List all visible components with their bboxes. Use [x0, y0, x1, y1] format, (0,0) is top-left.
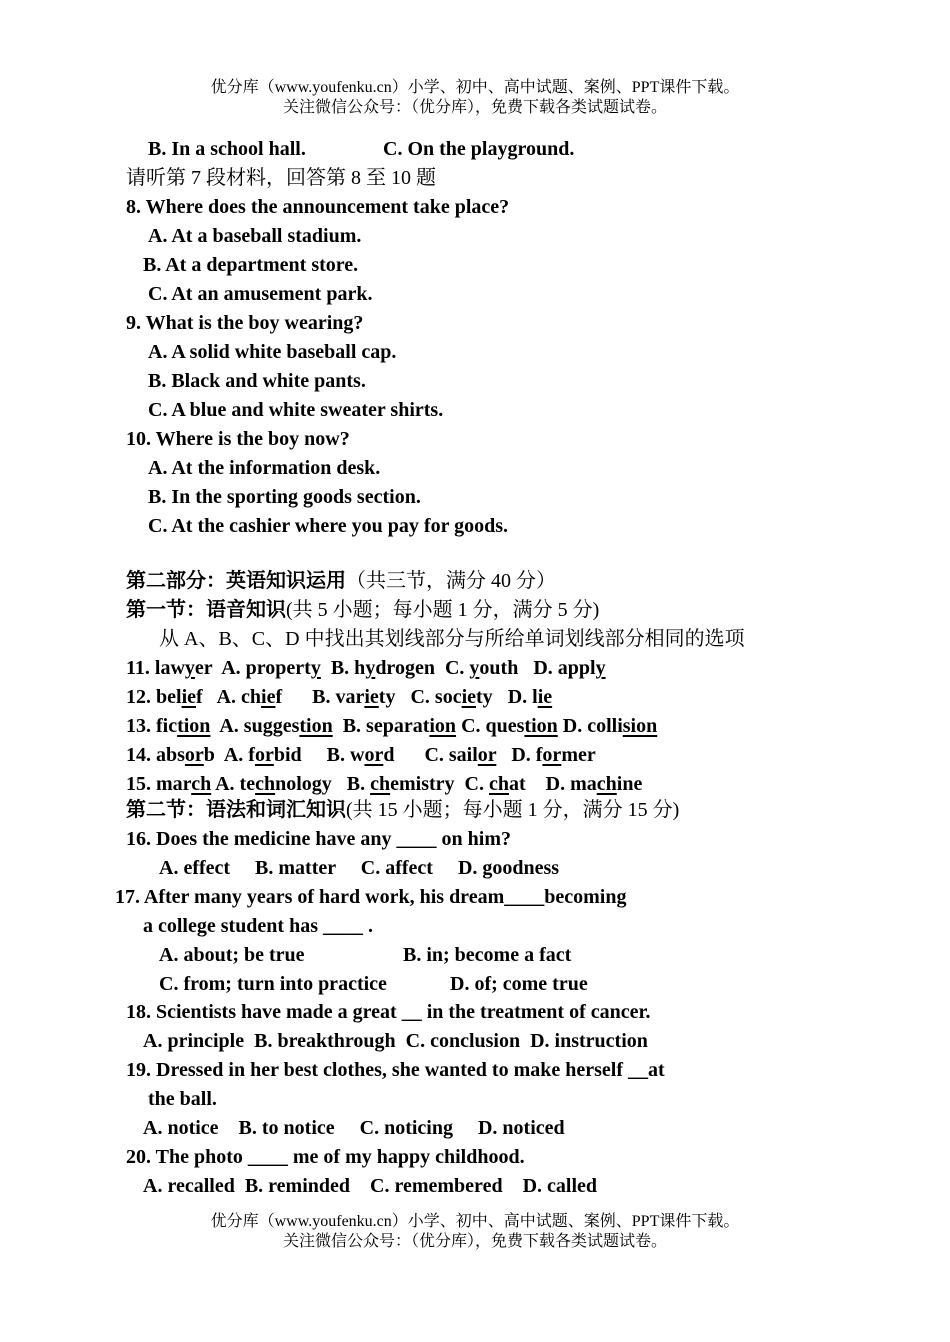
q12-option-c: C. soc: [410, 686, 462, 708]
q14-underline: or: [184, 744, 204, 766]
q11-option-c: outh: [479, 657, 519, 679]
q14-underline: or: [254, 744, 274, 766]
q12-option-b: B. var: [312, 686, 365, 708]
q11-line: [126, 655, 606, 681]
q10-option-c: C. At the cashier where you pay for goods.: [148, 515, 508, 537]
q14-underline: or: [477, 744, 497, 766]
q15-option-c: at: [508, 773, 526, 795]
q14-underline: or: [542, 744, 562, 766]
q11-option-a: A. propert: [221, 657, 311, 679]
q14-option-a: bid: [273, 744, 302, 766]
q13-underline: ion: [429, 715, 457, 737]
q18-options: A. principle B. breakthrough C. conclusion D. instruction: [143, 1030, 648, 1052]
q11-option-b: drogen: [375, 657, 435, 679]
q12-underline: ie: [461, 686, 477, 708]
q11-underline: y: [184, 657, 195, 679]
q20-options: A. recalled B. reminded C. remembered D. called: [143, 1175, 598, 1197]
q13-underline: tion: [177, 715, 211, 737]
q13-underline: tion: [524, 715, 558, 737]
q17-option-c: C. from; turn into practice: [159, 973, 387, 995]
q15-word: mar: [156, 773, 192, 795]
q14-underline: or: [364, 744, 384, 766]
q13-number: 13.: [126, 715, 156, 737]
q15-option-b: emistry: [390, 773, 455, 795]
q17-stem-line-1: 17. After many years of hard work, his dream____becoming: [115, 886, 627, 908]
q13-underline: sion: [622, 715, 658, 737]
q7-option-b: B. In a school hall.: [148, 138, 306, 160]
q12-option-c: ty: [476, 686, 493, 708]
q9-option-c: C. A blue and white sweater shirts.: [148, 399, 444, 421]
q9-stem: 9. What is the boy wearing?: [126, 312, 364, 334]
q15-line: [126, 771, 642, 797]
q14-option-d: mer: [561, 744, 596, 766]
q12-underline: ie: [537, 686, 553, 708]
q11-underline: y: [469, 657, 480, 679]
q14-option-a: A. f: [223, 744, 255, 766]
q11-option-c: C.: [444, 657, 470, 679]
q12-underline: ie: [261, 686, 276, 708]
section1-title-bold: 第一节：语音知识: [126, 599, 286, 621]
q8-option-a: A. At a baseball stadium.: [148, 225, 362, 247]
q11-word: er: [194, 657, 213, 679]
q18-stem: 18. Scientists have made a great __ in the treatment of cancer.: [126, 1001, 651, 1023]
q17-option-b: B. in; become a fact: [403, 944, 572, 966]
q14-word: b: [203, 744, 215, 766]
q11-underline: y: [595, 657, 606, 679]
footer-line-2: 关注微信公众号：（优分库），免费下载各类试题试卷。: [282, 1233, 667, 1250]
part2-title-rest: （共三节，满分 40 分）: [346, 570, 556, 592]
q16-stem: 16. Does the medicine have any ____ on him?: [126, 828, 511, 850]
q8-option-c: C. At an amusement park.: [148, 283, 373, 305]
q15-option-a: A. te: [215, 773, 256, 795]
q14-option-c: C. sail: [424, 744, 478, 766]
q12-number: 12.: [126, 686, 156, 708]
q11-number: 11.: [126, 657, 155, 679]
q13-line: [126, 713, 657, 739]
q17-option-a: A. about; be true: [159, 944, 305, 966]
q12-underline: ie: [364, 686, 379, 708]
header-line-1: 优分库（www.youfenku.cn）小学、初中、高中试题、案例、PPT课件下载。: [210, 79, 740, 96]
q11-underline: y: [365, 657, 376, 679]
q15-underline: ch: [370, 773, 391, 795]
q12-option-b: ty: [378, 686, 396, 708]
header-line-2: 关注微信公众号：（优分库），免费下载各类试题试卷。: [282, 99, 667, 116]
q12-option-a: A. ch: [216, 686, 262, 708]
part2-title-bold: 第二部分：英语知识运用: [126, 570, 346, 592]
q9-option-a: A. A solid white baseball cap.: [148, 341, 397, 363]
q10-stem: 10. Where is the boy now?: [126, 428, 350, 450]
q9-option-b: B. Black and white pants.: [148, 370, 366, 392]
q20-stem: 20. The photo ____ me of my happy childhood.: [126, 1146, 525, 1168]
q13-underline: tion: [299, 715, 333, 737]
q8-option-b: B. At a department store.: [143, 254, 359, 276]
q12-word: bel: [156, 686, 182, 708]
q19-stem-line-1: 19. Dressed in her best clothes, she wanted to make herself __at: [126, 1059, 665, 1081]
q15-option-d: D. ma: [545, 773, 597, 795]
q14-option-b: B. w: [326, 744, 365, 766]
part2-title: [126, 568, 556, 594]
q12-word: f: [196, 686, 203, 708]
q11-underline: y: [310, 657, 321, 679]
q13-option-b: B. separat: [342, 715, 430, 737]
q12-option-d: D. l: [507, 686, 538, 708]
section7-instruction: 请听第 7 段材料，回答第 8 至 10 题: [126, 167, 436, 189]
q15-option-b: B.: [346, 773, 371, 795]
q7-option-c: C. On the playground.: [383, 138, 575, 160]
footer-line-1: 优分库（www.youfenku.cn）小学、初中、高中试题、案例、PPT课件下载。: [210, 1213, 740, 1230]
q10-option-a: A. At the information desk.: [148, 457, 381, 479]
q15-option-d: ine: [616, 773, 643, 795]
q12-option-a: f: [275, 686, 283, 708]
q15-underline: ch: [255, 773, 276, 795]
q15-option-c: C.: [464, 773, 489, 795]
q16-options: A. effect B. matter C. affect D. goodness: [159, 857, 560, 879]
q11-option-b: B. h: [330, 657, 366, 679]
q13-word: fic: [156, 715, 178, 737]
q14-line: [126, 742, 596, 768]
q14-number: 14.: [126, 744, 156, 766]
q14-word: abs: [156, 744, 185, 766]
q15-option-a: nology: [275, 773, 332, 795]
section1-title-rest: (共 5 小题；每小题 1 分，满分 5 分): [286, 599, 600, 621]
q15-underline: ch: [596, 773, 617, 795]
q17-stem-line-2: a college student has ____ .: [143, 915, 373, 937]
q8-stem: 8. Where does the announcement take place?: [126, 196, 510, 218]
q19-stem-line-2: the ball.: [148, 1088, 217, 1110]
q11-word: law: [154, 657, 185, 679]
section1-title: [126, 597, 599, 623]
q13-option-c: C. ques: [461, 715, 525, 737]
q19-options: A. notice B. to notice C. noticing D. noticed: [143, 1117, 565, 1139]
q12-underline: ie: [181, 686, 196, 708]
section2-title: [126, 797, 679, 823]
section2-title-bold: 第二节：语法和词汇知识: [126, 799, 346, 821]
q17-option-d: D. of; come true: [450, 973, 588, 995]
q14-option-d: D. f: [511, 744, 543, 766]
q15-underline: ch: [191, 773, 212, 795]
q10-option-b: B. In the sporting goods section.: [148, 486, 421, 508]
q12-line: [126, 684, 552, 710]
q11-option-d: D. appl: [533, 657, 596, 679]
q13-option-a: A. sugges: [219, 715, 300, 737]
q15-number: 15.: [126, 773, 156, 795]
section1-instruction: 从 A、B、C、D 中找出其划线部分与所给单词划线部分相同的选项: [159, 628, 745, 650]
q14-option-b: d: [383, 744, 395, 766]
q15-underline: ch: [488, 773, 509, 795]
q13-option-d: D. colli: [562, 715, 623, 737]
section2-title-rest: (共 15 小题；每小题 1 分，满分 15 分): [346, 799, 680, 821]
